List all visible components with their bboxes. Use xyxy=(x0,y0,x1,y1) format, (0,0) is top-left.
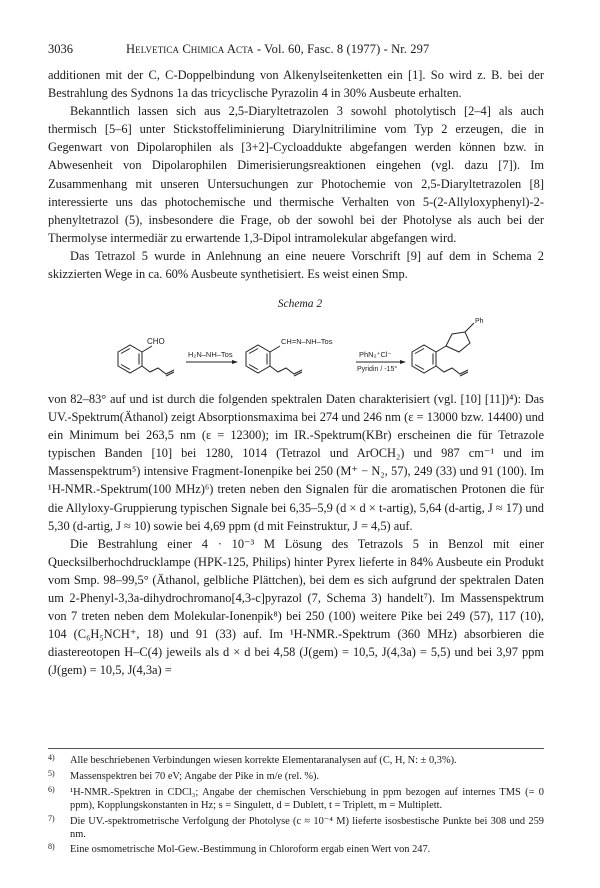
footnote xyxy=(48,813,544,842)
footnote xyxy=(48,844,544,857)
footnote-text: Die UV.-spektrometrische Verfolgung der Photolyse (c ≈ 10⁻⁴ M) lieferte isosbestische Punkte bei 308 und 259 nm. xyxy=(70,815,544,840)
running-title xyxy=(126,42,429,57)
footnote-mark: 4) xyxy=(48,753,55,762)
issue-info: - Vol. 60, Fasc. 8 (1977) - Nr. 297 xyxy=(256,42,430,56)
reagent-1: H₂N–NH–Tos xyxy=(188,350,233,359)
footnote-mark: 8) xyxy=(48,842,55,852)
arrow-2-head xyxy=(400,360,406,364)
benzene-ring-2 xyxy=(246,345,302,376)
footnote-text: ¹H-NMR.-Spektren in CDCl₃; Angabe der chemischen Verschiebung in ppm bezogen auf internes TMS (= 0 ppm), Kopplungskonstanten in Hz; s = Singulett, d = Dublett, t = Triplett, m = Multiplett. xyxy=(70,786,544,811)
footnote-mark: 7) xyxy=(48,813,55,823)
body-text-bottom xyxy=(48,390,544,680)
footnote-text: Alle beschriebenen Verbindungen wiesen korrekte Elementaranalysen auf (C, H, N: ± 0,3%). xyxy=(70,755,457,766)
body-text-top xyxy=(48,66,544,283)
running-header xyxy=(48,42,544,58)
arrow-1-head xyxy=(232,360,238,364)
footnote-text: Massenspektren bei 70 eV; Angabe der Pike in m/e (rel. %). xyxy=(70,770,320,782)
page-number: 3036 xyxy=(48,42,73,56)
paragraph: Das Tetrazol 5 wurde in Anlehnung an eine neuere Vorschrift [9] auf dem in Schema 2 skizzierten Wege in ca. 60% Ausbeute synthetisiert. Es weist einen Smp. xyxy=(48,248,544,282)
tetrazole-ring xyxy=(446,323,474,352)
reagent-2: PhN₂⁺Cl⁻ xyxy=(359,350,392,359)
footnote-text: Eine osmometrische Mol-Gew.-Bestimmung in Chloroform ergab einen Wert von 247. xyxy=(70,844,431,856)
footnote xyxy=(48,768,544,784)
paragraph: Die Bestrahlung einer 4 · 10⁻³ M Lösung des Tetrazols 5 in Benzol mit einer Quecksilberhochdrucklampe (HPK-125, Philips) hinter Pyrex lieferte in 84% Ausbeute ein Produkt vom Smp. 98–99,5° (Äthanol, gelbliche Plättchen), bei dem es sich aufgrund der spektralen Daten um 2-Phenyl-3,3a-dihydrochromano[4,3-c]pyrazol (7, Schema 3) handelt⁷). Im Massenspektrum von 7 treten neben dem Molekular-Ionenpik⁸) bei 250 (100) weitere Pike bei 249 (57), 117 (10), 104 (C₆H₅NCH⁺, 18) und 91 (33) auf. Im ¹H-NMR.-Spektrum (360 MHz) absorbieren die diastereotopen H–C(4) jeweils als d × d bei 4,58 (J(gem) = 10,5, J(4,3a) = 5,5) und bei 3,97 ppm (J(gem) = 10,5, J(4,3a) = xyxy=(48,536,544,678)
footnote xyxy=(48,755,544,768)
paragraph: von 82–83° auf und ist durch die folgenden spektralen Daten charakterisiert (vgl. [10] [11])⁴): Das UV.-Spektrum(Äthanol) zeigt Absorptionsmaxima bei 274 und 246 nm (ε = 13000 bzw. 14400) und ein Minimum bei 263,5 nm (ε = 12300); im IR.-Spektrum(KBr) erscheinen die für Tetrazole typischen Banden [10] bei 1280, 1014 (Tetrazol und ArOCH₂) und 987 cm⁻¹ und im Massenspektrum⁵) intensive Fragment-Ionenpike bei 250 (M⁺ − N₂, 57), 249 (33) und 91 (100). Im ¹H-NMR.-Spektrum(100 MHz)⁶) treten neben den Signalen für die aromatischen Protonen die für die Allyloxy-Gruppierung typischen Signale bei 6,35–5,9 (d × d × t-artig), 5,64 (d-artig, J ≈ 17) und 5,30 (d-artig, J ≈ 10) sowie bei 4,69 ppm (d mit Feinstruktur, J = 4,5) auf. xyxy=(48,392,544,533)
benzene-ring-3 xyxy=(412,345,468,376)
footnote-mark: 5) xyxy=(48,768,55,778)
footnote-rule xyxy=(48,748,544,749)
footnotes xyxy=(48,755,544,860)
conditions-2: Pyridin / -15° xyxy=(357,366,398,373)
benzene-ring-1 xyxy=(118,345,174,376)
paragraph: additionen mit der C, C-Doppelbindung von Alkenylseitenketten ein [1]. So wird z. B. bei der Bestrahlung des Sydnons 1a das tricyclische Pyrazolin 4 in 30% Ausbeute erhalten. xyxy=(48,68,544,101)
hydrazone-label: CH=N–NH–Tos xyxy=(281,337,333,346)
journal-name: Helvetica Chimica Acta xyxy=(126,42,254,56)
cho-label: CHO xyxy=(147,337,165,346)
phenyl-label: Ph xyxy=(475,318,484,325)
paragraph: Bekanntlich lassen sich aus 2,5-Diaryltetrazolen 3 sowohl photolytisch [2–4] als auch thermisch [5–6] unter Stickstoffeliminierung Diarylnitrilimine vom Typ 2 erzeugen, die in Gegenwart von Dipolarophilen als [3+2]-Cycloaddukte abgefangen werden können bzw. in Abwesenheit von Dipolarophilen Dimerisierungsreaktionen eingehen (vgl. dazu [7]). Im Zusammenhang mit unseren Untersuchungen zur Photochemie von 2,5-Diaryltetrazolen [8] interessierte uns das photochemische und thermische Verhalten von 5-(2-Allyloxyphenyl)-2-phenyltetrazol (5), insbesondere die Frage, ob der sowohl bei der Photolyse als auch bei der Thermolyse intermediär zu erwartende 1,3-Dipol intramolekular abgefangen wird. xyxy=(48,104,544,245)
footnote xyxy=(48,784,544,813)
scheme-caption: Schema 2 xyxy=(277,298,323,310)
footnote-mark: 6) xyxy=(48,784,55,794)
reaction-scheme xyxy=(0,310,600,394)
